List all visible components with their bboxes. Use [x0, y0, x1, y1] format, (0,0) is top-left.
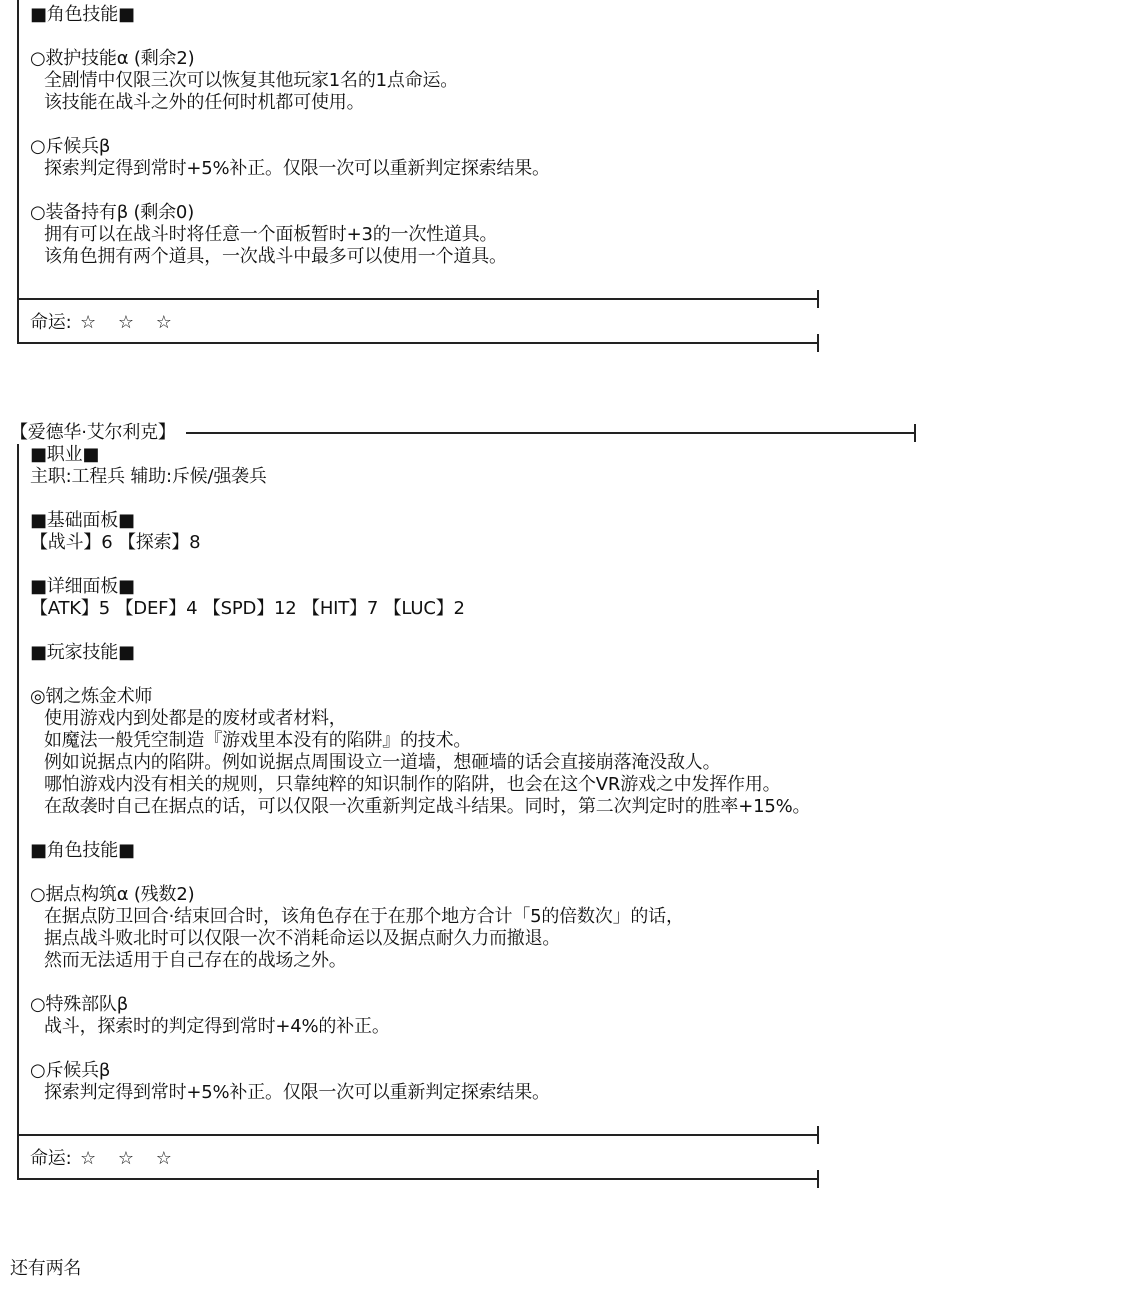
block2-skill2-title: ○特殊部队β [30, 994, 128, 1015]
block2-skill3-title: ○斥候兵β [30, 1060, 111, 1081]
block2-skill1-desc3: 然而无法适用于自己存在的战场之外。 [44, 950, 347, 971]
block2-divider-top [17, 1134, 819, 1136]
block1-skill2-title: ○斥候兵β [30, 136, 111, 157]
block1-divider-top [17, 298, 819, 300]
block2-pskill-desc2: 如魔法一般凭空制造『游戏里本没有的陷阱』的技术。 [44, 730, 472, 751]
block2-fate-label: 命运: [30, 1148, 72, 1169]
block1-fate-border [17, 300, 19, 344]
block1-fate-label: 命运: [30, 312, 72, 333]
block2-job-line: 主职:工程兵 辅助:斥候/强袭兵 [30, 466, 267, 487]
block1-skills-heading: ■角色技能■ [30, 4, 135, 25]
block2-player-skill-heading: ■玩家技能■ [30, 642, 135, 663]
block2-skill1-desc2: 据点战斗败北时可以仅限一次不消耗命运以及据点耐久力而撤退。 [44, 928, 561, 949]
block1-skill3-title: ○装备持有β (剩余0) [30, 202, 195, 223]
block2-header-rule [186, 432, 916, 434]
block1-fate-stars: ☆ ☆ ☆ [80, 312, 180, 333]
block2-name-header: 【爱德华·艾尔利克】 [10, 422, 176, 443]
block1-skill2-desc1: 探索判定得到常时+5%补正。仅限一次可以重新判定探索结果。 [44, 158, 550, 179]
block2-skill2-desc1: 战斗，探索时的判定得到常时+4%的补正。 [44, 1016, 390, 1037]
block2-header-rule-tick [914, 424, 916, 442]
block2-left-border [17, 444, 19, 1136]
block2-fate-border [17, 1136, 19, 1180]
block2-skill3-desc1: 探索判定得到常时+5%补正。仅限一次可以重新判定探索结果。 [44, 1082, 550, 1103]
block2-skill1-title: ○据点构筑α (残数2) [30, 884, 195, 905]
block2-skills-heading: ■角色技能■ [30, 840, 135, 861]
footer-text: 还有两名 [10, 1258, 82, 1279]
block2-pskill-desc4: 哪怕游戏内没有相关的规则，只靠纯粹的知识制作的陷阱，也会在这个VR游戏之中发挥作用。 [44, 774, 781, 795]
block1-left-border [17, 0, 19, 300]
block1-divider-bottom-tick [817, 334, 819, 352]
block1-skill1-title: ○救护技能α (剩余2) [30, 48, 195, 69]
block2-pskill-desc5: 在敌袭时自己在据点的话，可以仅限一次重新判定战斗结果。同时，第二次判定时的胜率+15%。 [44, 796, 811, 817]
block2-divider-bottom-tick [817, 1170, 819, 1188]
block2-base-line: 【战斗】6 【探索】8 [30, 532, 201, 553]
block1-divider-top-tick [817, 290, 819, 308]
block2-divider-top-tick [817, 1126, 819, 1144]
block2-fate-stars: ☆ ☆ ☆ [80, 1148, 180, 1169]
block2-pskill-desc3: 例如说据点内的陷阱。例如说据点周围设立一道墙，想砸墙的话会直接崩落淹没敌人。 [44, 752, 721, 773]
block2-detail-line: 【ATK】5 【DEF】4 【SPD】12 【HIT】7 【LUC】2 [30, 598, 465, 619]
block1-skill1-desc2: 该技能在战斗之外的任何时机都可使用。 [44, 92, 365, 113]
block2-pskill-desc1: 使用游戏内到处都是的废材或者材料， [44, 708, 347, 729]
block2-job-heading: ■职业■ [30, 444, 100, 465]
block2-divider-bottom [17, 1178, 819, 1180]
block1-skill3-desc1: 拥有可以在战斗时将任意一个面板暂时+3的一次性道具。 [44, 224, 498, 245]
block1-skill3-desc2: 该角色拥有两个道具，一次战斗中最多可以使用一个道具。 [44, 246, 507, 267]
block2-base-heading: ■基础面板■ [30, 510, 135, 531]
block1-divider-bottom [17, 342, 819, 344]
block1-skill1-desc1: 全剧情中仅限三次可以恢复其他玩家1名的1点命运。 [44, 70, 459, 91]
block2-skill1-desc1: 在据点防卫回合·结束回合时，该角色存在于在那个地方合计「5的倍数次」的话， [44, 906, 684, 927]
block2-pskill-title: ◎钢之炼金术师 [30, 686, 153, 707]
block2-detail-heading: ■详细面板■ [30, 576, 135, 597]
